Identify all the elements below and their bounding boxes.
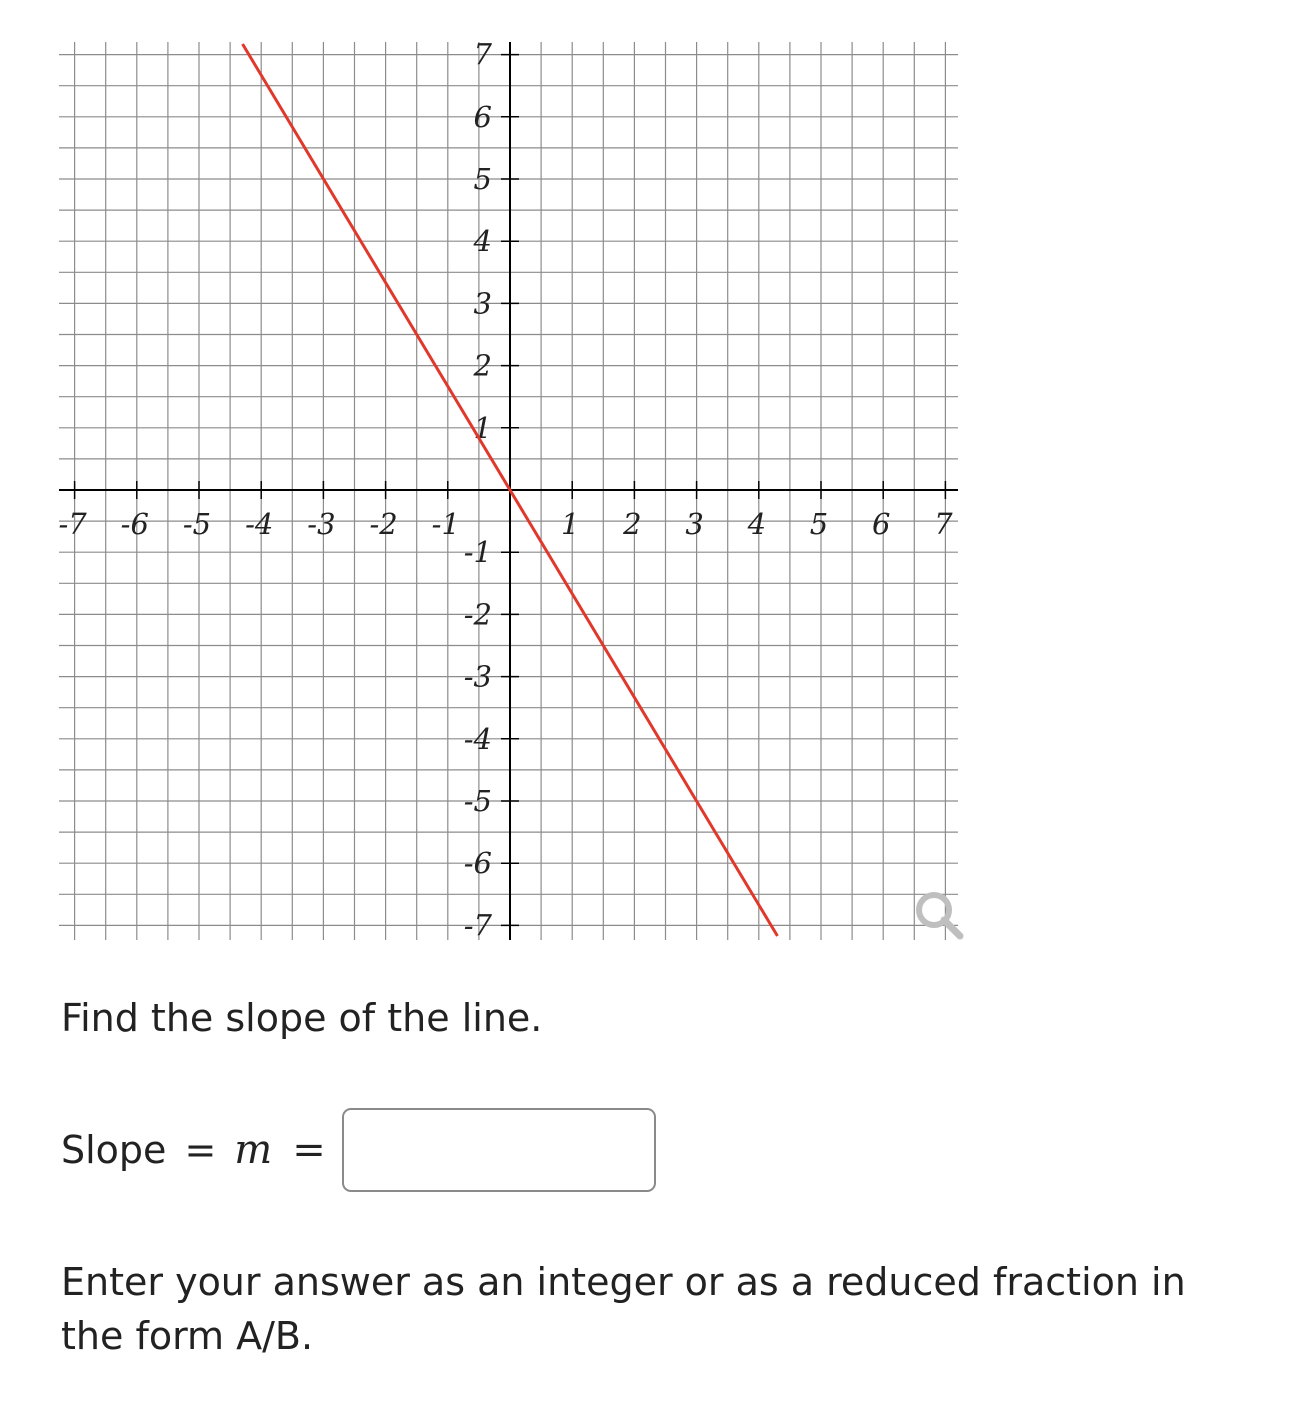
answer-row	[61, 1106, 656, 1194]
question-text: Find the slope of the line.	[61, 996, 543, 1040]
x-tick-label: 2	[623, 507, 642, 541]
x-tick-label: 7	[934, 507, 953, 541]
y-tick-label: 7	[473, 37, 492, 72]
slope-answer-input[interactable]	[342, 1108, 656, 1192]
slope-label: Slope	[61, 1128, 167, 1172]
x-tick-label: 6	[871, 507, 891, 541]
y-tick-label: -5	[463, 784, 492, 818]
x-tick-label: 5	[809, 507, 829, 541]
x-tick-label: -5	[182, 507, 212, 541]
slope-variable: m	[234, 1127, 273, 1173]
x-tick-label: -6	[120, 507, 149, 541]
y-tick-label: -2	[463, 597, 492, 632]
magnifier-icon[interactable]	[919, 895, 960, 936]
x-tick-label: -3	[307, 507, 336, 541]
y-tick-label: 2	[473, 348, 492, 383]
y-tick-label: 1	[473, 410, 492, 445]
y-tick-label: 6	[473, 99, 492, 134]
y-tick-label: -1	[463, 535, 492, 570]
x-tick-label: -1	[431, 507, 460, 541]
y-tick-label: 3	[473, 286, 492, 321]
axes	[59, 42, 958, 943]
x-tick-label: -7	[58, 507, 87, 541]
math-equals-sign: =	[292, 1127, 326, 1173]
x-tick-label: -2	[369, 507, 398, 541]
y-tick-label: 5	[473, 162, 492, 196]
y-tick-label: -7	[463, 908, 492, 943]
y-tick-label: -6	[463, 846, 492, 881]
y-tick-label: 4	[473, 224, 492, 259]
x-tick-label: 4	[747, 507, 767, 541]
equals-sign: =	[184, 1128, 217, 1172]
x-tick-label: -4	[245, 507, 274, 541]
x-tick-label: 1	[560, 507, 580, 541]
y-tick-label: -4	[463, 721, 492, 756]
y-tick-label: -3	[463, 659, 492, 694]
instructions-text: Enter your answer as an integer or as a reduced fraction in the form A/B.	[61, 1260, 1186, 1358]
x-tick-label: 3	[685, 507, 704, 541]
